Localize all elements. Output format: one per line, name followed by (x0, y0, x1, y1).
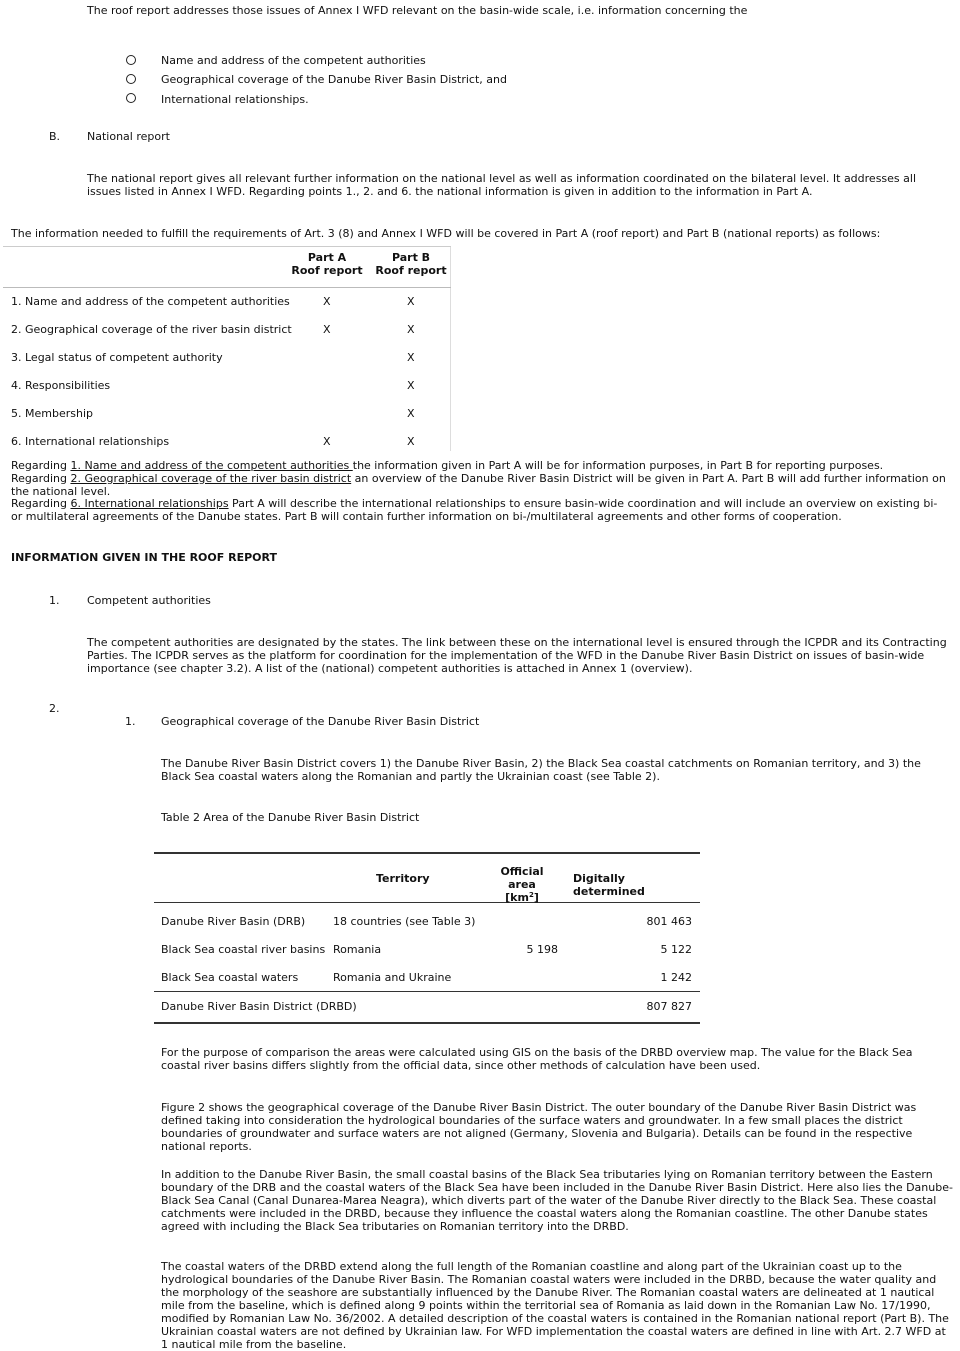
table-row (154, 935, 700, 963)
regarding-6 (11, 497, 947, 523)
digitally-determined-header: Digitally determined (573, 872, 645, 898)
subsection-number: 1. (125, 715, 136, 728)
table-row (3, 428, 451, 456)
table-row (3, 288, 451, 316)
table-row-total (154, 991, 700, 1022)
part-b-header-line2: Roof report (375, 264, 447, 277)
intro-bullet-2: Geographical coverage of the Danube River Basin District, and (161, 73, 507, 86)
paragraph-coastal-waters: The coastal waters of the DRBD extend along the full length of the Romanian coastline and along part of the Ukrainian coast up to the hydrological boundaries of the Danube River Basin. The Romanian coastal waters were included in the DRBD, because the water quality and the morphology of the seashore are substantially influenced by the Danube River. The Romanian coastal waters are delineated at 1 nautical mile from the baseline, which is defined along 9 points within the territorial sea of Romania as laid down in the Romanian Law No. 17/1990, modified by Romanian Law No. 36/2002. A detailed description of the coastal waters is contained in the Romanian national report (Part B). The Ukrainian coastal waters are not defined by Ukrainian law. For WFD implementation the coastal waters are defined in line with Art. 2.7 WFD at 1 nautical mile from the baseline. (161, 1260, 949, 1351)
row-label: 3. Legal status of competent authority (11, 351, 223, 364)
link-international-relationships[interactable]: 6. International relationships (70, 497, 229, 510)
area-official: 5 198 (526, 943, 558, 956)
regarding-prefix: Regarding (11, 472, 71, 485)
intro-line: The roof report addresses those issues of Annex I WFD relevant on the basin-wide scale, i.e. information concerning the (87, 4, 748, 17)
table-header (3, 246, 451, 288)
section-number-2: 2. (49, 702, 60, 715)
row-label: 4. Responsibilities (11, 379, 111, 392)
regarding-prefix: Regarding (11, 459, 71, 472)
area-table (154, 852, 700, 1024)
bullet-icon (126, 74, 136, 84)
row-label: 1. Name and address of the competent authorities (11, 295, 290, 308)
part-a-header-line2: Roof report (291, 264, 363, 277)
row-label: 2. Geographical coverage of the river basin district (11, 323, 292, 336)
part-b-mark: X (407, 407, 415, 420)
bullet-icon (126, 55, 136, 65)
roof-report-heading: INFORMATION GIVEN IN THE ROOF REPORT (11, 551, 277, 564)
area-digital: 807 827 (646, 1000, 692, 1013)
requirements-text: The information needed to fulfill the requirements of Art. 3 (8) and Annex I WFD will be covered in Part A (roof report) and Part B (national reports) as follows: (11, 227, 881, 240)
national-report-paragraph: The national report gives all relevant further information on the national level as well as information coordinated on the bilateral level. It addresses all issues listed in Annex I WFD. Regarding points 1., 2. and 6. the national information is given in addition to the information in Part A. (87, 172, 917, 198)
link-geographical-coverage[interactable]: 2. Geographical coverage of the river basin district (70, 472, 352, 485)
competent-authorities-heading: Competent authorities (87, 594, 211, 607)
area-name: Black Sea coastal waters (161, 971, 299, 984)
table2-caption: Table 2 Area of the Danube River Basin District (161, 811, 420, 824)
intro-bullet-3: International relationships. (161, 93, 309, 106)
territory-header: Territory (376, 872, 430, 885)
table-row (3, 344, 451, 372)
requirements-table (3, 246, 451, 456)
official-area-unit: [km (505, 891, 529, 904)
geographical-coverage-heading: Geographical coverage of the Danube River Basin District (161, 715, 480, 728)
table-row (3, 400, 451, 428)
section-number-1: 1. (49, 594, 60, 607)
competent-authorities-paragraph: The competent authorities are designated by the states. The link between these on the international level is ensured through the ICPDR and its Contracting Parties. The ICPDR serves as the platform for coordination for the implementation of the WFD in the Danube River Basin District on issues of basin-wide importance (see chapter 3.2). A list of the (national) competent authorities is attached in Annex 1 (overview). (87, 636, 947, 675)
area-territory: Romania and Ukraine (333, 971, 452, 984)
regarding-text: the information given in Part A will be for information purposes, in Part B for reporting purposes. (352, 459, 884, 472)
bullet-icon (126, 93, 136, 103)
part-b-mark: X (407, 351, 415, 364)
area-digital: 801 463 (646, 915, 692, 928)
row-label: 6. International relationships (11, 435, 170, 448)
regarding-text: an overview of the Danube River Basin District will be given in Part A. Part B will add further information on the national level. (11, 472, 946, 498)
part-b-mark: X (407, 379, 415, 392)
official-area-header (486, 865, 558, 904)
part-b-mark: X (407, 295, 415, 308)
area-name: Danube River Basin District (DRBD) (161, 1000, 357, 1013)
table-row (3, 316, 451, 344)
regarding-2 (11, 472, 947, 498)
part-b-mark: X (407, 323, 415, 336)
area-digital: 5 122 (660, 943, 692, 956)
table-row (154, 963, 700, 991)
part-a-header-line1: Part A (307, 251, 347, 264)
official-area-label: Official area (500, 865, 544, 891)
area-digital: 1 242 (660, 971, 692, 984)
national-report-heading: National report (87, 130, 170, 143)
regarding-1 (11, 459, 951, 472)
area-table-header (154, 854, 700, 903)
area-territory: 18 countries (see Table 3) (333, 915, 476, 928)
area-name: Danube River Basin (DRB) (161, 915, 306, 928)
intro-bullet-1: Name and address of the competent authorities (161, 54, 426, 67)
official-area-unit-close: ] (533, 891, 539, 904)
paragraph-gis: For the purpose of comparison the areas were calculated using GIS on the basis of the DRBD overview map. The value for the Black Sea coastal river basins differs slightly from the official data, since other methods of calculation have been used. (161, 1046, 913, 1072)
section-marker-b: B. (49, 130, 61, 143)
paragraph-figure2: Figure 2 shows the geographical coverage of the Danube River Basin District. The outer boundary of the Danube River Basin District was defined taking into consideration the hydrological boundaries of the surface waters and groundwater. In a few small places the district boundaries of groundwater and surface waters are not aligned (Germany, Slovenia and Bulgaria). Details can be found in the respective national reports. (161, 1101, 917, 1153)
link-name-address[interactable]: 1. Name and address of the competent authorities (70, 459, 353, 472)
part-b-mark: X (407, 435, 415, 448)
regarding-prefix: Regarding (11, 497, 71, 510)
area-name: Black Sea coastal river basins (161, 943, 326, 956)
part-b-header (373, 251, 449, 277)
part-a-mark: X (323, 323, 331, 336)
unit-superscript: 2 (528, 891, 534, 899)
row-label: 5. Membership (11, 407, 93, 420)
regarding-text: Part A will describe the international relationships to ensure basin-wide coordination and will include an overview on existing bi- or multilateral agreements of the Danube states. Part B will contain further information on bi-/multilateral agreements and other forms of cooperation. (11, 497, 938, 523)
area-territory: Romania (333, 943, 382, 956)
part-a-header (289, 251, 365, 277)
part-b-header-line1: Part B (391, 251, 431, 264)
part-a-mark: X (323, 295, 331, 308)
paragraph-coastal-basins: In addition to the Danube River Basin, the small coastal basins of the Black Sea tributaries lying on Romanian territory between the Eastern boundary of the DRB and the coastal waters of the Black Sea have been included in the Danube River Basin District. Here also lies the Danube-Black Sea Canal (Canal Dunarea-Marea Neagra), which diverts part of the water of the Danube River directly to the Black Sea. These coastal catchments were included in the DRBD, because they influence the coastal waters along the Romanian coastline. The other Danube states agreed with including the Black Sea tributaries on Romanian territory into the DRBD. (161, 1168, 953, 1233)
geographical-coverage-paragraph: The Danube River Basin District covers 1) the Danube River Basin, 2) the Black Sea coastal catchments on Romanian territory, and 3) the Black Sea coastal waters along the Romanian and partly the Ukrainian coast (see Table 2). (161, 757, 921, 783)
table-row (154, 907, 700, 935)
part-a-mark: X (323, 435, 331, 448)
table-row (3, 372, 451, 400)
